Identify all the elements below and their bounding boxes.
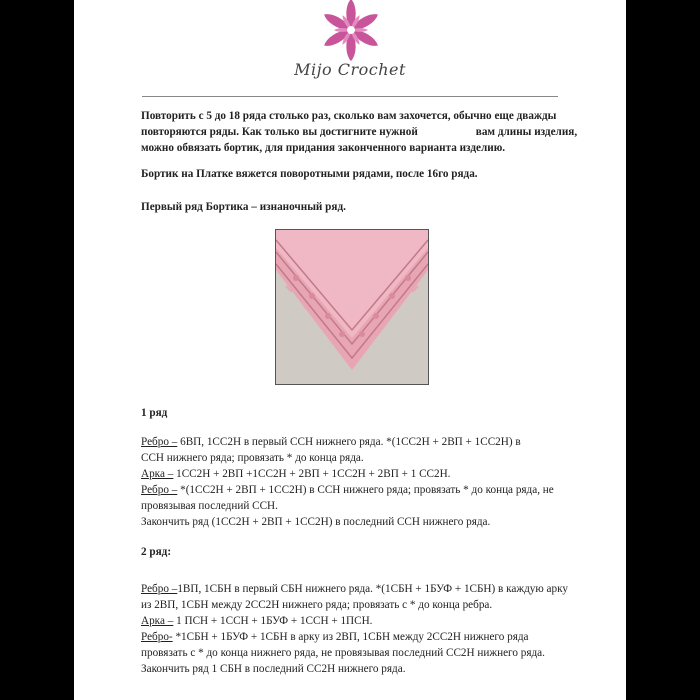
row1-heading: 1 ряд [141,407,168,419]
row2-instructions: Ребро –1ВП, 1СБН в первый СБН нижнего ряда. *(1СБН + 1БУФ + 1СБН) в каждую арку из 2ВП, 1СБН между 2СС2Н нижнего ряда; провязать с * до конца ребра. Арка – 1 ПСН + 1ССН + 1БУФ + 1ССН + 1ПСН. Ребро- *1СБН + 1БУФ + 1СБН в арку из 2ВП, 1СБН между 2СС2Н нижнего ряда провязать с * до конца нижнего ряда, не провязывая последний СС2Н нижнего ряда. Закончить ряд 1 СБН в последний СС2Н нижнего ряда. [141,581,571,677]
intro-paragraph [141,108,578,156]
row1-instructions: Ребро – 6ВП, 1СС2Н в первый ССН нижнего ряда. *(1СС2Н + 2ВП + 1СС2Н) в ССН нижнего ряда; провязать * до конца ряда. Арка – 1СС2Н + 2ВП +1СС2Н + 2ВП + 1СС2Н + 2ВП + 1 СС2Н. Ребро – *(1СС2Н + 2ВП + 1СС2Н) в ССН нижнего ряда; провязать * до конца ряда, не провязывая последний ССН. Закончить ряд (1СС2Н + 2ВП + 1СС2Н) в последний ССН нижнего ряда. [141,434,571,530]
shawl-border-photo [275,229,429,385]
brand-name: Mijo Crochet [294,60,406,79]
intro-line-2: повторяются ряды. Как только вы достигните нужной вам длины изделия, [141,126,578,138]
border-note: Бортик на Платке вяжется поворотными рядами, после 16го ряда. [141,168,478,180]
row1-finish: Закончить ряд (1СС2Н + 2ВП + 1СС2Н) в последний ССН нижнего ряда. [141,516,491,528]
row1-arka: Арка – 1СС2Н + 2ВП +1СС2Н + 2ВП + 1СС2Н + 2ВП + 1 СС2Н. [141,468,451,480]
document-page [74,0,626,700]
intro-line-1: Повторить с 5 до 18 ряда столько раз, сколько вам захочется, обычно еще дважды [141,110,557,122]
row2-heading: 2 ряд: [141,546,172,558]
first-row-note: Первый ряд Бортика – изнаночный ряд. [141,201,346,213]
row2-rebro2: Ребро- *1СБН + 1БУФ + 1СБН в арку из 2ВП, 1СБН между 2СС2Н нижнего ряда [141,631,529,643]
row2-finish: Закончить ряд 1 СБН в последний СС2Н нижнего ряда. [141,663,406,675]
header-divider [142,96,558,97]
row1-rebro2: Ребро – *(1СС2Н + 2ВП + 1СС2Н) в ССН нижнего ряда; провязать * до конца ряда, не [141,484,554,496]
intro-line-3: можно обвязать бортик, для придания законченного варианта изделию. [141,142,506,154]
row1-rebro1: Ребро – 6ВП, 1СС2Н в первый ССН нижнего ряда. *(1СС2Н + 2ВП + 1СС2Н) в [141,436,521,448]
row2-arka: Арка – 1 ПСН + 1ССН + 1БУФ + 1ССН + 1ПСН. [141,615,373,627]
row2-rebro1: Ребро –1ВП, 1СБН в первый СБН нижнего ряда. *(1СБН + 1БУФ + 1СБН) в каждую арку [141,583,568,595]
